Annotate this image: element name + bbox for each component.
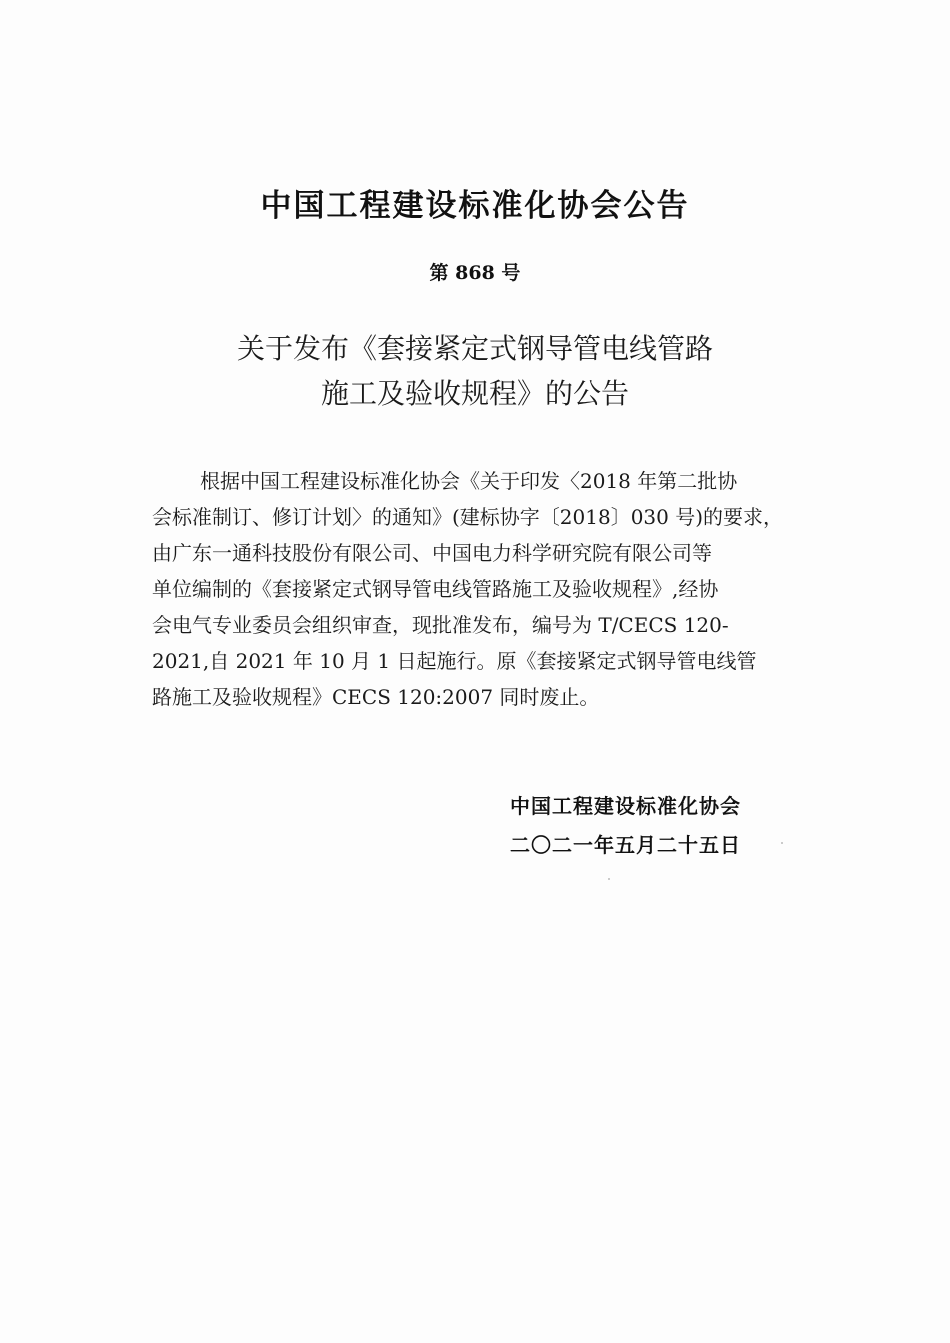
issue-date: 二〇二一年五月二十五日: [510, 833, 741, 857]
announcement-subject: [0, 326, 950, 416]
body-line: 路施工及验收规程》CECS 120:2007 同时废止。: [152, 685, 600, 709]
body-line: 单位编制的《套接紧定式钢导管电线管路施工及验收规程》,经协: [152, 577, 719, 601]
scan-speck: [608, 878, 610, 880]
issue-number: 第 868 号: [429, 262, 521, 284]
issuer-name: 中国工程建设标准化协会: [510, 794, 741, 818]
body-line: 由广东一通科技股份有限公司、中国电力科学研究院有限公司等: [152, 541, 712, 565]
subject-line: 施工及验收规程》的公告: [320, 377, 629, 410]
body-line: 会标准制订、修订计划〉的通知》(建标协字〔2018〕030 号)的要求，: [152, 505, 784, 529]
body-line: 会电气专业委员会组织审查，现批准发布，编号为 T/CECS 120-: [152, 613, 729, 637]
scan-speck: [781, 842, 783, 844]
body-line: 2021,自 2021 年 10 月 1 日起施行。原《套接紧定式钢导管电线管: [152, 649, 757, 673]
announcement-body: [152, 463, 824, 715]
announcement-title: 中国工程建设标准化协会公告: [260, 188, 690, 224]
signature-block: [510, 787, 741, 865]
subject-line: 关于发布《套接紧定式钢导管电线管路: [236, 332, 713, 365]
body-line: 根据中国工程建设标准化协会《关于印发〈2018 年第二批协: [200, 469, 738, 493]
